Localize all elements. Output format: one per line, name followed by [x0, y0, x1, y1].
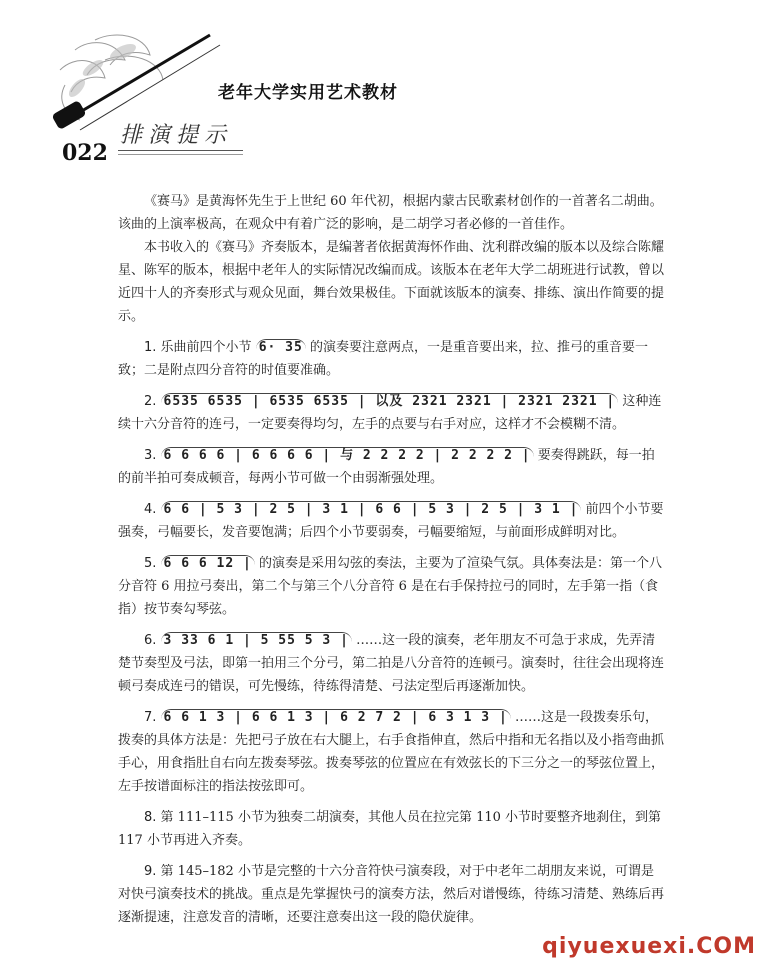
jianpu-notation: 6535 6535 | 6535 6535 | 以及 2321 2321 | 2321 2321 |: [161, 393, 619, 409]
jianpu-notation: 3 33 6 1 | 5 55 5 3 |: [161, 632, 352, 648]
tip-item-9: 9. 第 145–182 小节是完整的十六分音符快弓演奏段，对于中老年二胡朋友来说，可谓是对快弓演奏技术的挑战。重点是先掌握快弓的演奏方法，然后对谱慢练，待练习清楚、熟练后再逐渐提速，注意发音的清晰，还要注意奏出这一段的隐伏旋律。: [118, 864, 665, 925]
tip-item-7: 7. 6 6 1 3 | 6 6 1 3 | 6 2 7 2 | 6 3 1 3 | ……这是一段拨奏乐句，拨奏的具体方法是：先把弓子放在右大腿上，右手食指伸直，然后中指和无名指以及小指弯曲抓手心，用食指肚自右向左拨奏琴弦。拨奏琴弦的位置应在有效弦长的下三分之一的琴弦位置上，左手按谱面标注的指法按弦即可。: [118, 710, 665, 794]
intro-paragraph-1: 《赛马》是黄海怀先生于上世纪 60 年代初，根据内蒙古民歌素材创作的一首著名二胡曲。该曲的上演率极高，在观众中有着广泛的影响，是二胡学习者必修的一首佳作。: [118, 194, 663, 232]
tip-item-3: 3. 6 6 6 6 | 6 6 6 6 | 与 2 2 2 2 | 2 2 2 2 | 要奏得跳跃，每一拍的前半拍可奏成顿音，每两小节可做一个由弱渐强处理。: [118, 448, 655, 486]
jianpu-notation: 6· 35: [256, 339, 306, 355]
article-body: [118, 190, 666, 929]
tip-item-5: 5. 6 6 6 12 | 的演奏是采用勾弦的奏法，主要为了渲染气氛。具体奏法是：第一个八分音符 6 用拉弓奏出，第二个与第三个八分音符 6 是在右手保持拉弓的同时，左手第一指（食指）按节奏勾琴弦。: [118, 556, 662, 617]
page-number: 022: [62, 140, 108, 166]
section-title-underline-thin: [118, 154, 243, 155]
series-title: 老年大学实用艺术教材: [218, 83, 398, 103]
section-title-underline: [118, 150, 243, 151]
tip-item-2: 2. 6535 6535 | 6535 6535 | 以及 2321 2321 | 2321 2321 | 这种连续十六分音符的连弓，一定要奏得均匀，左手的点要与右手对应，这样才不会模糊不清。: [118, 394, 662, 432]
tip-item-8: 8. 第 111–115 小节为独奏二胡演奏，其他人员在拉完第 110 小节时要整齐地刹住，到第 117 小节再进入齐奏。: [118, 810, 662, 848]
jianpu-notation: 6 6 1 3 | 6 6 1 3 | 6 2 7 2 | 6 3 1 3 |: [161, 709, 511, 725]
tip-item-4: 4. 6 6 | 5 3 | 2 5 | 3 1 | 6 6 | 5 3 | 2 5 | 3 1 | 前四个小节要强奏，弓幅要长，发音要饱满；后四个小节要弱奏，弓幅要缩短，与前面形成鲜明对比。: [118, 502, 664, 540]
jianpu-notation: 6 6 6 6 | 6 6 6 6 | 与 2 2 2 2 | 2 2 2 2 |: [161, 447, 534, 463]
section-title: 排演提示: [120, 123, 233, 148]
jianpu-notation: 6 6 6 12 |: [161, 555, 255, 571]
jianpu-notation: 6 6 | 5 3 | 2 5 | 3 1 | 6 6 | 5 3 | 2 5 | 3 1 |: [161, 501, 582, 517]
intro-paragraph-2: 本书收入的《赛马》齐奏版本，是编著者依据黄海怀作曲、沈利群改编的版本以及综合陈耀星、陈军的版本，根据中老年人的实际情况改编而成。该版本在老年大学二胡班进行试教，曾以近四十人的齐奏形式与观众见面，舞台效果极佳。下面就该版本的演奏、排练、演出作简要的提示。: [118, 240, 665, 324]
tip-item-6: 6. 3 33 6 1 | 5 55 5 3 | ……这一段的演奏，老年朋友不可急于求成，先弄清楚节奏型及弓法，即第一拍用三个分弓，第二拍是八分音符的连顿弓。演奏时，往往会出现将连顿弓奏成连弓的错误，可先慢练，待练得清楚、弓法定型后再逐渐加快。: [118, 633, 665, 694]
tip-item-1: 1. 乐曲前四个小节 6· 35 的演奏要注意两点，一是重音要出来，拉、推弓的重音要一致；二是附点四分音符的时值要准确。: [118, 340, 648, 378]
site-watermark: qiyuexuexi.COM: [542, 934, 756, 959]
